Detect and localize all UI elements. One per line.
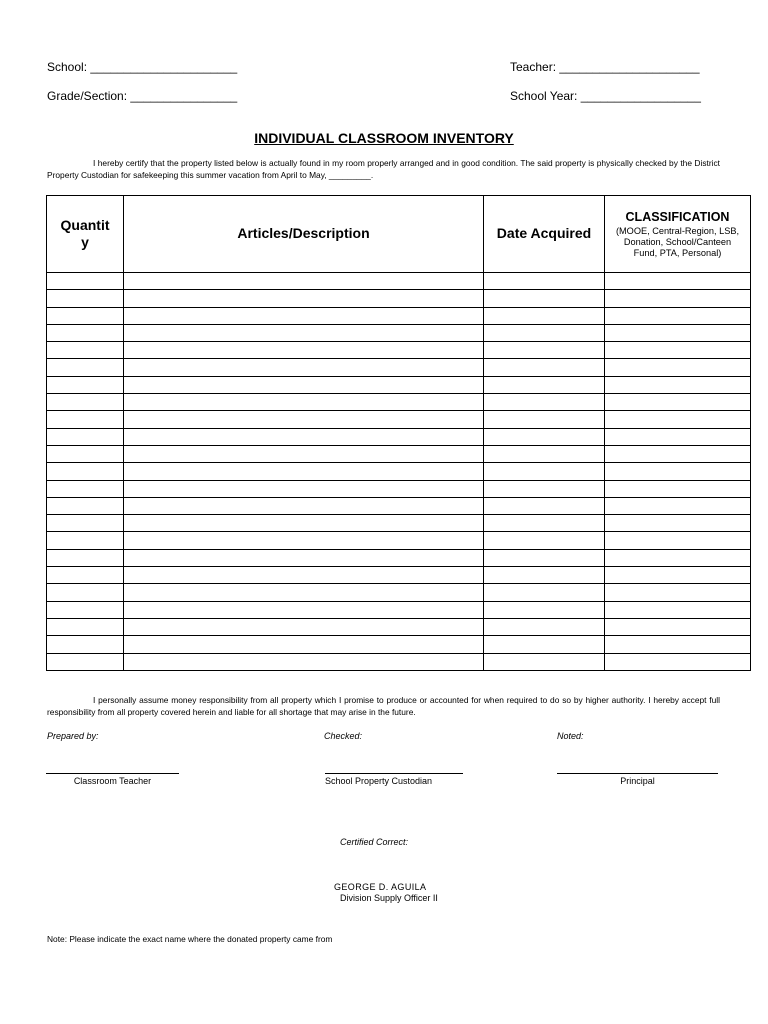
- noted-label: Noted:: [557, 731, 584, 741]
- certification-paragraph: [47, 157, 720, 181]
- classification-cell[interactable]: [605, 653, 751, 670]
- classification-cell[interactable]: [605, 480, 751, 497]
- date-acquired-cell[interactable]: [484, 636, 605, 653]
- table-row: [47, 584, 751, 601]
- table-row: [47, 497, 751, 514]
- articles-cell[interactable]: [124, 376, 484, 393]
- quantity-cell[interactable]: [47, 307, 124, 324]
- school-year-field[interactable]: [510, 89, 701, 103]
- quantity-cell[interactable]: [47, 584, 124, 601]
- classification-cell[interactable]: [605, 394, 751, 411]
- grade-section-blank[interactable]: ________________: [130, 89, 238, 103]
- quantity-cell[interactable]: [47, 636, 124, 653]
- table-row: [47, 653, 751, 670]
- quantity-cell[interactable]: [47, 463, 124, 480]
- articles-cell[interactable]: [124, 480, 484, 497]
- table-row: [47, 290, 751, 307]
- quantity-cell[interactable]: [47, 359, 124, 376]
- table-row: [47, 307, 751, 324]
- articles-cell[interactable]: [124, 636, 484, 653]
- date-acquired-header: Date Acquired: [484, 196, 605, 273]
- teacher-label: Teacher:: [510, 60, 557, 74]
- articles-cell[interactable]: [124, 445, 484, 462]
- date-acquired-cell[interactable]: [484, 307, 605, 324]
- quantity-cell[interactable]: [47, 394, 124, 411]
- quantity-cell[interactable]: [47, 567, 124, 584]
- classification-cell[interactable]: [605, 376, 751, 393]
- table-row: [47, 394, 751, 411]
- articles-cell[interactable]: [124, 307, 484, 324]
- table-row: [47, 601, 751, 618]
- quantity-cell[interactable]: [47, 273, 124, 290]
- table-row: [47, 636, 751, 653]
- articles-cell[interactable]: [124, 601, 484, 618]
- school-year-blank[interactable]: __________________: [580, 89, 701, 103]
- classification-cell[interactable]: [605, 549, 751, 566]
- articles-cell[interactable]: [124, 428, 484, 445]
- certifying-officer-position: Division Supply Officer II: [340, 893, 438, 903]
- date-acquired-cell[interactable]: [484, 601, 605, 618]
- classification-cell[interactable]: [605, 307, 751, 324]
- classification-cell[interactable]: [605, 290, 751, 307]
- grade-section-label: Grade/Section:: [47, 89, 128, 103]
- table-row: [47, 463, 751, 480]
- table-row: [47, 411, 751, 428]
- date-acquired-cell[interactable]: [484, 567, 605, 584]
- table-row: [47, 428, 751, 445]
- quantity-cell[interactable]: [47, 515, 124, 532]
- quantity-cell[interactable]: [47, 342, 124, 359]
- articles-cell[interactable]: [124, 359, 484, 376]
- classification-cell[interactable]: [605, 532, 751, 549]
- table-row: [47, 359, 751, 376]
- table-row: [47, 549, 751, 566]
- quantity-cell[interactable]: [47, 497, 124, 514]
- quantity-cell[interactable]: [47, 601, 124, 618]
- inventory-table: [46, 195, 751, 671]
- date-acquired-cell[interactable]: [484, 290, 605, 307]
- table-row: [47, 445, 751, 462]
- quantity-cell[interactable]: [47, 411, 124, 428]
- principal-role: Principal: [620, 776, 655, 786]
- classification-cell[interactable]: [605, 567, 751, 584]
- articles-cell[interactable]: [124, 324, 484, 341]
- classification-cell[interactable]: [605, 359, 751, 376]
- date-acquired-cell[interactable]: [484, 463, 605, 480]
- quantity-cell[interactable]: [47, 324, 124, 341]
- quantity-cell[interactable]: [47, 290, 124, 307]
- articles-cell[interactable]: [124, 394, 484, 411]
- date-acquired-cell[interactable]: [484, 584, 605, 601]
- prepared-by-label: Prepared by:: [47, 731, 99, 741]
- table-row: [47, 273, 751, 290]
- classification-cell[interactable]: [605, 636, 751, 653]
- quantity-cell[interactable]: [47, 653, 124, 670]
- certification-text: I hereby certify that the property listed below is actually found in my room properly arranged and in good condition. The said property is physically checked by the District Property Custodian for safekeeping this summer vacation from April to May, _________.: [47, 158, 720, 180]
- date-acquired-cell[interactable]: [484, 394, 605, 411]
- classification-cell[interactable]: [605, 411, 751, 428]
- table-row: [47, 532, 751, 549]
- quantity-cell[interactable]: [47, 480, 124, 497]
- articles-cell[interactable]: [124, 549, 484, 566]
- school-year-label: School Year:: [510, 89, 578, 103]
- quantity-cell[interactable]: [47, 549, 124, 566]
- inventory-body: [47, 273, 751, 671]
- teacher-blank[interactable]: _____________________: [559, 60, 700, 74]
- articles-cell[interactable]: [124, 653, 484, 670]
- quantity-cell[interactable]: [47, 532, 124, 549]
- articles-cell[interactable]: [124, 618, 484, 635]
- school-field[interactable]: [47, 60, 237, 74]
- document-title: INDIVIDUAL CLASSROOM INVENTORY: [254, 130, 514, 146]
- articles-cell[interactable]: [124, 497, 484, 514]
- quantity-cell[interactable]: [47, 445, 124, 462]
- classification-options: (MOOE, Central-Region, LSB, Donation, School/Canteen Fund, PTA, Personal): [615, 225, 740, 258]
- responsibility-paragraph: [47, 694, 720, 718]
- date-acquired-cell[interactable]: [484, 497, 605, 514]
- school-blank[interactable]: ______________________: [90, 60, 238, 74]
- custodian-signature-line[interactable]: [325, 773, 463, 774]
- date-acquired-cell[interactable]: [484, 618, 605, 635]
- teacher-signature-line[interactable]: [46, 773, 179, 774]
- table-row: [47, 618, 751, 635]
- table-header-row: [47, 196, 751, 273]
- quantity-cell[interactable]: [47, 428, 124, 445]
- date-acquired-cell[interactable]: [484, 515, 605, 532]
- classification-cell[interactable]: [605, 445, 751, 462]
- articles-cell[interactable]: [124, 463, 484, 480]
- teacher-field[interactable]: [510, 60, 700, 74]
- table-row: [47, 567, 751, 584]
- date-acquired-cell[interactable]: [484, 549, 605, 566]
- articles-cell[interactable]: [124, 273, 484, 290]
- classification-cell[interactable]: [605, 601, 751, 618]
- quantity-header: Quantit y: [47, 196, 124, 273]
- checked-label: Checked:: [324, 731, 363, 741]
- principal-signature-line[interactable]: [557, 773, 718, 774]
- articles-cell[interactable]: [124, 290, 484, 307]
- table-row: [47, 515, 751, 532]
- articles-cell[interactable]: [124, 342, 484, 359]
- articles-cell[interactable]: [124, 411, 484, 428]
- classification-cell[interactable]: [605, 497, 751, 514]
- quantity-cell[interactable]: [47, 618, 124, 635]
- articles-cell[interactable]: [124, 567, 484, 584]
- date-acquired-cell[interactable]: [484, 653, 605, 670]
- date-acquired-cell[interactable]: [484, 532, 605, 549]
- responsibility-text: I personally assume money responsibility from all property which I promise to produce or accounted for when required to do so by higher authority. I hereby accept full responsibility from all property covered herein and liable for all shortage that may arise in the future.: [47, 695, 720, 717]
- classification-cell[interactable]: [605, 342, 751, 359]
- school-property-custodian-role: School Property Custodian: [325, 776, 433, 786]
- donation-note: Note: Please indicate the exact name where the donated property came from: [47, 934, 333, 944]
- table-row: [47, 480, 751, 497]
- table-row: [47, 324, 751, 341]
- classification-header: [605, 196, 751, 273]
- date-acquired-cell[interactable]: [484, 445, 605, 462]
- date-acquired-cell[interactable]: [484, 342, 605, 359]
- classification-cell[interactable]: [605, 515, 751, 532]
- date-acquired-cell[interactable]: [484, 324, 605, 341]
- date-acquired-cell[interactable]: [484, 376, 605, 393]
- articles-cell[interactable]: [124, 584, 484, 601]
- school-label: School:: [47, 60, 88, 74]
- articles-cell[interactable]: [124, 515, 484, 532]
- date-acquired-cell[interactable]: [484, 428, 605, 445]
- date-acquired-cell[interactable]: [484, 273, 605, 290]
- table-row: [47, 376, 751, 393]
- classification-cell[interactable]: [605, 463, 751, 480]
- classification-cell[interactable]: [605, 273, 751, 290]
- date-acquired-cell[interactable]: [484, 480, 605, 497]
- classroom-teacher-role: Classroom Teacher: [73, 776, 152, 786]
- articles-header: Articles/Description: [124, 196, 484, 273]
- articles-cell[interactable]: [124, 532, 484, 549]
- table-row: [47, 342, 751, 359]
- date-acquired-cell[interactable]: [484, 411, 605, 428]
- certifying-officer-name: GEORGE D. AGUILA: [334, 882, 427, 892]
- date-acquired-cell[interactable]: [484, 359, 605, 376]
- grade-section-field[interactable]: [47, 89, 237, 103]
- classification-cell[interactable]: [605, 324, 751, 341]
- classification-cell[interactable]: [605, 428, 751, 445]
- classification-cell[interactable]: [605, 618, 751, 635]
- classification-title: CLASSIFICATION: [625, 209, 730, 224]
- quantity-cell[interactable]: [47, 376, 124, 393]
- classification-cell[interactable]: [605, 584, 751, 601]
- certified-correct-label: Certified Correct:: [340, 837, 409, 847]
